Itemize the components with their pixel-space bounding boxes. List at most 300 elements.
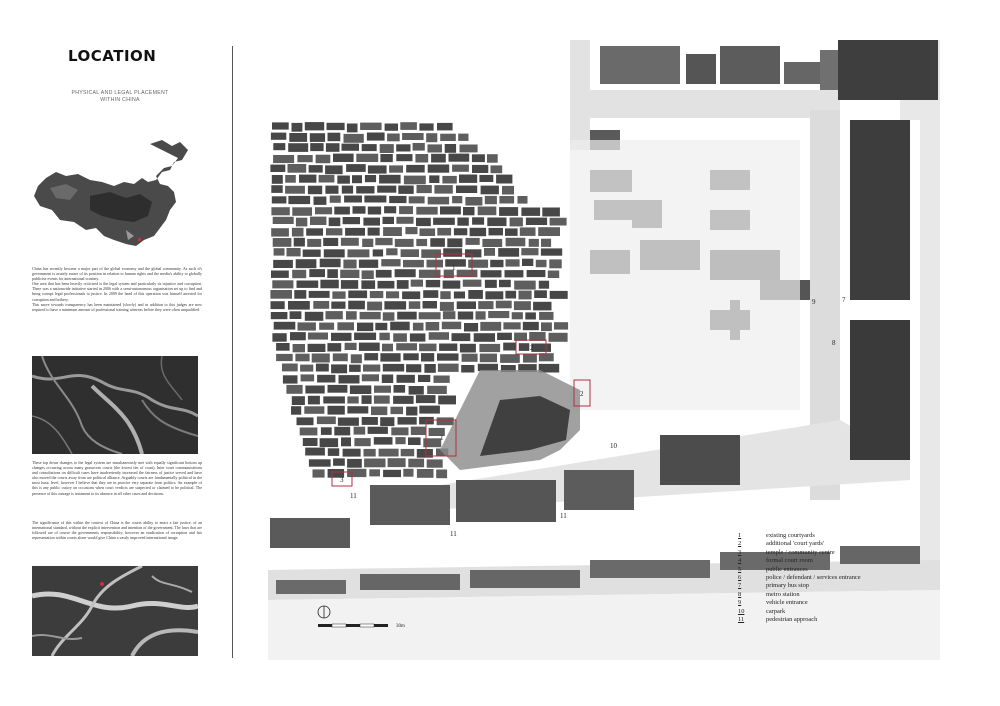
building-block	[408, 459, 424, 468]
building-block	[465, 197, 482, 206]
building-block	[396, 217, 413, 224]
building-block	[478, 301, 493, 309]
building-block	[289, 133, 307, 142]
map-label: 7	[842, 296, 846, 304]
building-block	[378, 281, 395, 289]
page-subtitle: PHYSICAL AND LEGAL PLACEMENT WITHIN CHINA	[71, 90, 169, 103]
building-block	[362, 395, 372, 404]
building-block	[436, 470, 447, 479]
building-block	[359, 260, 378, 268]
building-block	[419, 123, 433, 130]
building-block	[510, 218, 523, 227]
building-block	[286, 385, 302, 394]
building-block	[305, 312, 324, 321]
building-block	[541, 248, 562, 255]
building-block	[362, 374, 379, 381]
building-block	[525, 312, 536, 319]
building-block	[291, 406, 301, 415]
building-block	[367, 133, 385, 141]
building-block	[496, 175, 512, 184]
building-block	[362, 144, 377, 151]
building-block	[440, 134, 456, 141]
building-block	[496, 301, 512, 309]
building-block	[497, 333, 512, 340]
map-label: 10	[610, 442, 617, 450]
building-block	[308, 344, 326, 352]
building-block	[373, 249, 383, 256]
building-block	[424, 364, 435, 373]
legend-item: 3 temple / community centre	[738, 548, 835, 556]
building-block	[383, 227, 402, 236]
building-block	[272, 280, 293, 288]
building-block	[288, 143, 308, 152]
building-block	[427, 386, 447, 394]
building-block	[396, 144, 410, 151]
building-block	[429, 175, 439, 183]
building-block	[309, 291, 330, 298]
building-block	[405, 227, 417, 234]
building-block	[411, 427, 427, 435]
building-block	[416, 218, 431, 226]
building-block	[352, 175, 362, 183]
building-block	[461, 365, 474, 373]
building-block	[325, 186, 338, 194]
river-delta-aerial-image	[32, 356, 198, 454]
building-block	[328, 406, 345, 415]
panel-divider	[232, 46, 233, 658]
building-block	[409, 301, 421, 309]
building-block	[465, 249, 481, 257]
building-block	[474, 333, 495, 342]
building-block	[480, 354, 497, 363]
building-block	[391, 427, 408, 435]
building-block	[434, 376, 450, 383]
building-block	[403, 353, 418, 360]
building-block	[320, 280, 338, 289]
building-block	[418, 375, 430, 382]
building-block	[539, 312, 553, 320]
building-block	[271, 133, 286, 140]
building-block	[420, 228, 436, 236]
legend-item: 7 primary bus stop	[738, 582, 809, 590]
building-block	[368, 207, 381, 215]
building-block	[374, 396, 390, 404]
building-block	[299, 175, 316, 183]
building-block	[344, 196, 362, 203]
building-block	[347, 469, 366, 477]
building-block	[309, 459, 331, 466]
building-block	[460, 344, 476, 353]
building-block	[428, 197, 449, 205]
building-block	[505, 270, 524, 277]
building-block	[293, 344, 305, 352]
building-block	[375, 238, 392, 245]
building-block	[554, 322, 568, 329]
building-block	[292, 123, 303, 132]
legend-item: 4 formal court room	[738, 557, 813, 565]
building-block	[300, 428, 318, 436]
building-block	[347, 124, 358, 133]
building-block	[413, 323, 424, 331]
building-block	[533, 302, 551, 311]
building-block	[333, 353, 348, 361]
building-block	[506, 238, 526, 247]
building-block	[368, 427, 388, 434]
building-block	[342, 186, 353, 194]
building-block	[485, 291, 503, 299]
building-block	[347, 396, 358, 403]
building-block	[416, 207, 437, 215]
building-block	[348, 249, 370, 257]
building-block	[502, 186, 514, 195]
building-block	[379, 175, 401, 184]
building-block	[294, 290, 306, 299]
building-block	[429, 332, 449, 340]
building-block	[466, 238, 480, 245]
building-block	[362, 239, 373, 247]
city-aerial-image	[32, 566, 198, 656]
building-block	[297, 155, 312, 162]
building-block	[349, 365, 361, 372]
building-block	[374, 386, 391, 393]
building-block	[527, 270, 546, 277]
building-block	[345, 343, 357, 350]
building-block	[383, 364, 404, 372]
building-block	[331, 302, 345, 309]
building-block	[458, 134, 468, 141]
building-block	[485, 280, 497, 288]
building-block	[437, 353, 459, 360]
building-block	[394, 385, 406, 393]
building-block	[341, 437, 351, 446]
building-block	[403, 260, 424, 267]
building-block	[529, 239, 539, 247]
building-block	[472, 217, 484, 224]
building-block	[478, 207, 497, 216]
building-block	[383, 312, 395, 320]
building-block	[468, 290, 483, 299]
building-block	[270, 165, 285, 172]
building-block	[320, 438, 339, 447]
building-block	[452, 333, 471, 341]
legend-item: 9 vehicle entrance	[738, 599, 808, 607]
building-block	[276, 343, 290, 351]
building-block	[443, 311, 456, 319]
building-block	[505, 228, 518, 236]
building-block	[499, 207, 518, 216]
building-block	[380, 154, 392, 162]
building-block	[337, 176, 350, 184]
building-block	[271, 301, 285, 309]
building-block	[305, 448, 325, 456]
building-block	[272, 175, 283, 184]
building-block	[428, 165, 450, 173]
building-block	[369, 469, 380, 476]
building-block	[304, 406, 324, 414]
building-block	[391, 407, 404, 414]
building-block	[353, 206, 366, 214]
building-block	[314, 197, 327, 205]
building-block	[401, 449, 415, 456]
building-block	[419, 270, 441, 278]
building-block	[481, 270, 502, 277]
building-block	[389, 165, 403, 172]
map-label: 9	[812, 298, 816, 306]
building-block	[309, 165, 323, 173]
building-block	[389, 196, 406, 203]
building-block	[491, 165, 503, 173]
building-block	[479, 344, 500, 352]
building-block	[310, 143, 323, 151]
building-block	[323, 238, 338, 246]
building-block	[470, 228, 487, 236]
building-block	[413, 143, 425, 151]
building-block	[346, 311, 357, 319]
building-block	[406, 407, 417, 416]
building-block	[521, 208, 540, 216]
building-block	[489, 228, 504, 236]
legend-item: 10 carpark	[738, 607, 786, 615]
building-block	[328, 133, 341, 142]
building-block	[500, 354, 520, 363]
building-block	[362, 417, 378, 425]
building-block	[342, 144, 360, 151]
building-block	[271, 312, 288, 319]
building-block	[282, 364, 298, 372]
building-block	[503, 343, 515, 351]
building-block	[472, 154, 485, 162]
building-block	[328, 385, 348, 393]
building-block	[334, 207, 350, 215]
building-block	[290, 332, 306, 340]
building-block	[476, 311, 486, 319]
building-block	[514, 301, 531, 310]
building-block	[401, 249, 419, 257]
building-block	[388, 458, 406, 467]
building-block	[297, 417, 314, 425]
building-block	[411, 280, 423, 287]
building-block	[327, 123, 345, 130]
building-block	[395, 239, 414, 247]
building-block	[345, 228, 365, 236]
building-block	[440, 206, 461, 214]
building-block	[344, 134, 364, 143]
building-block	[307, 239, 321, 247]
building-block	[480, 322, 501, 331]
building-block	[452, 165, 469, 172]
building-block	[472, 165, 488, 173]
building-block	[319, 175, 335, 183]
building-block	[323, 396, 345, 403]
map-label: 2	[530, 344, 534, 352]
building-block	[463, 207, 475, 215]
building-block	[292, 270, 306, 278]
building-block	[305, 386, 324, 394]
building-block	[548, 271, 559, 279]
building-block	[427, 260, 444, 268]
building-block	[390, 322, 410, 331]
building-block	[328, 448, 339, 456]
building-block	[482, 239, 502, 247]
building-block	[395, 437, 405, 444]
map-label: 11	[450, 530, 457, 538]
building-block	[417, 469, 434, 478]
building-block	[326, 228, 342, 235]
legend-item: 6 police / defendant / services entrance	[738, 574, 861, 582]
building-block	[460, 145, 478, 153]
building-block	[522, 259, 533, 266]
building-block	[430, 238, 445, 247]
intro-paragraph: One area that has been heavily criticised is the legal system and particularly its injustice and corruption. There was a nationwide initiative started in 2006 with a semi-autonomous organisation set up to find and bring corrupt legal professionals to justice. In 2009 the head of this operation was himself arrested for corruption and bribery.	[32, 281, 202, 302]
building-block	[487, 218, 506, 227]
building-block	[400, 122, 417, 130]
building-block	[270, 290, 292, 299]
left-panel	[0, 0, 232, 706]
closing-paragraph: The significance of this within the context of China is the courts ability to enact a fair justice, of an international standard, without the explicit intervention and intention of the government. The laws that are followed are of course the governments responsibility; however an eradication of corruption and fair representation within courts alone would give China a vastly improved international image.	[32, 520, 202, 541]
building-block	[324, 249, 345, 257]
building-block	[368, 165, 387, 173]
building-block	[326, 143, 340, 152]
building-block	[385, 124, 398, 131]
building-block	[365, 175, 376, 182]
map-label: 2	[580, 390, 584, 398]
building-block	[404, 176, 426, 185]
building-block	[416, 395, 436, 403]
building-block	[421, 353, 434, 361]
building-block	[364, 353, 378, 360]
building-block	[454, 292, 465, 299]
building-block	[360, 123, 382, 130]
building-block	[442, 176, 456, 184]
building-block	[406, 364, 421, 372]
building-block	[382, 375, 393, 384]
building-block	[381, 259, 400, 266]
building-block	[484, 248, 495, 256]
building-block	[310, 133, 325, 142]
building-block	[417, 185, 432, 193]
building-block	[354, 427, 366, 435]
building-block	[490, 260, 503, 267]
building-block	[505, 291, 516, 299]
building-block	[371, 407, 387, 416]
building-block	[523, 354, 537, 362]
building-block	[287, 248, 301, 256]
building-block	[321, 427, 332, 435]
building-block	[271, 185, 282, 193]
building-block	[550, 291, 568, 299]
building-block	[295, 354, 309, 362]
building-block	[308, 333, 328, 340]
building-block	[396, 343, 417, 350]
building-block	[276, 354, 293, 361]
building-block	[487, 154, 498, 163]
building-block	[536, 260, 547, 267]
building-block	[361, 280, 375, 289]
legend-item: 1 existing courtyards	[738, 532, 815, 539]
building-block	[308, 396, 320, 405]
building-block	[440, 291, 450, 299]
legend-item: 8 metro station	[738, 590, 800, 598]
building-block	[518, 196, 528, 204]
building-block	[415, 154, 428, 163]
building-block	[384, 206, 396, 213]
building-block	[468, 260, 488, 268]
building-block	[290, 311, 302, 319]
building-block	[303, 438, 318, 446]
building-block	[333, 458, 345, 465]
building-block	[458, 312, 473, 320]
building-block	[334, 427, 350, 436]
building-block	[297, 281, 319, 288]
building-block	[327, 269, 338, 278]
building-block	[340, 270, 359, 278]
building-block	[456, 186, 477, 194]
building-block	[333, 154, 354, 162]
building-block	[426, 280, 440, 287]
building-block	[419, 344, 436, 352]
building-block	[542, 208, 560, 217]
building-block	[354, 333, 376, 340]
building-block	[443, 281, 461, 289]
building-block	[377, 186, 396, 193]
building-block	[305, 122, 324, 130]
building-block	[363, 218, 380, 226]
building-block	[382, 344, 393, 352]
building-block	[521, 248, 538, 255]
building-block	[499, 196, 514, 204]
building-block	[356, 186, 374, 193]
building-block	[351, 354, 362, 363]
building-block	[457, 218, 468, 226]
building-block	[514, 281, 536, 290]
building-block	[402, 291, 420, 299]
building-block	[292, 228, 304, 237]
building-block	[375, 323, 387, 330]
building-block	[341, 280, 358, 289]
building-block	[440, 302, 454, 311]
building-block	[550, 218, 567, 226]
page-title: LOCATION	[68, 47, 157, 65]
building-block	[519, 343, 530, 351]
building-block	[317, 417, 336, 425]
building-block	[498, 248, 519, 257]
building-block	[403, 469, 413, 477]
building-block	[398, 417, 417, 425]
building-block	[541, 322, 552, 331]
building-block	[368, 228, 380, 236]
building-block	[488, 311, 509, 318]
building-block	[447, 238, 462, 247]
building-block	[288, 196, 310, 204]
building-block	[330, 196, 341, 203]
building-block	[273, 155, 294, 163]
map-label: 3	[340, 476, 344, 484]
building-block	[356, 154, 378, 162]
building-block	[347, 459, 362, 468]
building-block	[360, 312, 381, 319]
building-block	[379, 449, 399, 457]
building-block	[443, 248, 462, 256]
building-block	[357, 323, 373, 332]
building-block	[459, 175, 477, 183]
building-block	[316, 364, 329, 372]
building-block	[534, 290, 547, 298]
building-block	[431, 154, 446, 163]
building-block	[285, 175, 296, 183]
building-block	[416, 239, 427, 246]
building-block	[383, 217, 395, 224]
building-block	[439, 344, 457, 351]
